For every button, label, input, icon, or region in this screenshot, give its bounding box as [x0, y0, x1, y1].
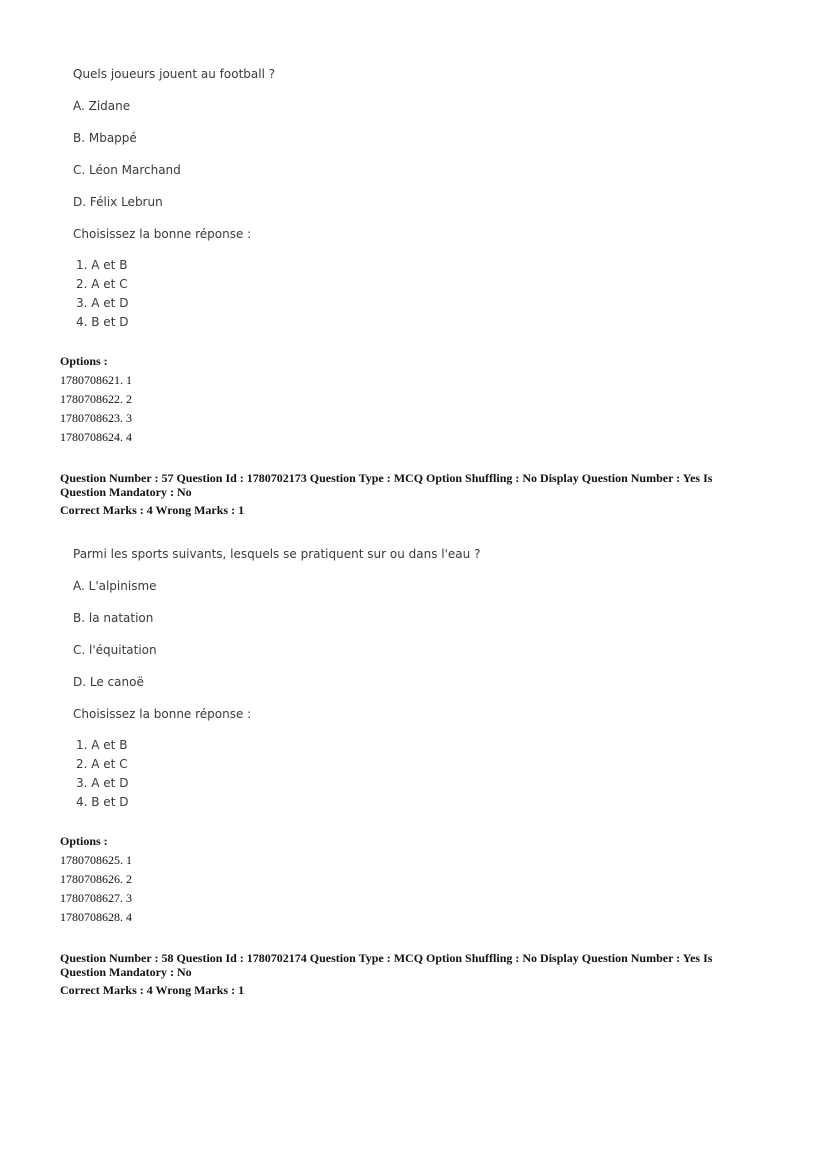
q57-meta: [60, 471, 760, 517]
q58-meta: [60, 951, 760, 997]
q56-choice-1: 1. A et B: [76, 258, 128, 272]
q56-option-1: 1780708621. 1: [60, 373, 132, 387]
q56-option-3: 1780708623. 3: [60, 411, 132, 425]
q57-meta-line1: Question Number : 57 Question Id : 1780702173 Question Type : MCQ Option Shuffling : No Display Question Number : Yes Is: [60, 471, 713, 485]
q57-item-b: B. la natation: [73, 611, 154, 625]
q57-item-a: A. L'alpinisme: [73, 579, 157, 593]
q57-prompt: Choisissez la bonne réponse :: [73, 707, 252, 721]
q58-meta-line2: Question Mandatory : No: [60, 965, 192, 979]
q57-options-label: Options :: [60, 834, 108, 848]
q57-question: Parmi les sports suivants, lesquels se pratiquent sur ou dans l'eau ?: [73, 547, 481, 561]
q57-choice-3: 3. A et D: [76, 776, 129, 790]
q56-options-label: Options :: [60, 354, 108, 368]
q56-option-2: 1780708622. 2: [60, 392, 132, 406]
q57-choice-4: 4. B et D: [76, 795, 129, 809]
q58-meta-marks: Correct Marks : 4 Wrong Marks : 1: [60, 983, 245, 997]
q58-meta-line1: Question Number : 58 Question Id : 1780702174 Question Type : MCQ Option Shuffling : No Display Question Number : Yes Is: [60, 951, 713, 965]
q56-question: Quels joueurs jouent au football ?: [73, 67, 276, 81]
q57-option-4: 1780708628. 4: [60, 910, 132, 924]
q56-choice-2: 2. A et C: [76, 277, 128, 291]
q57-choice-2: 2. A et C: [76, 757, 128, 771]
q56-prompt: Choisissez la bonne réponse :: [73, 227, 252, 241]
q56-item-c: C. Léon Marchand: [73, 163, 181, 177]
q56-choice-4: 4. B et D: [76, 315, 129, 329]
q57-meta-line2: Question Mandatory : No: [60, 485, 192, 499]
q57-choice-1: 1. A et B: [76, 738, 128, 752]
q57-option-1: 1780708625. 1: [60, 853, 132, 867]
q56-item-d: D. Félix Lebrun: [73, 195, 163, 209]
q57-meta-marks: Correct Marks : 4 Wrong Marks : 1: [60, 503, 245, 517]
q56-option-4: 1780708624. 4: [60, 430, 132, 444]
q57-item-d: D. Le canoë: [73, 675, 144, 689]
q56-item-b: B. Mbappé: [73, 131, 137, 145]
q57-item-c: C. l'équitation: [73, 643, 157, 657]
q57-option-2: 1780708626. 2: [60, 872, 132, 886]
q56-choice-3: 3. A et D: [76, 296, 129, 310]
q56-item-a: A. Zidane: [73, 99, 131, 113]
q57-option-3: 1780708627. 3: [60, 891, 132, 905]
